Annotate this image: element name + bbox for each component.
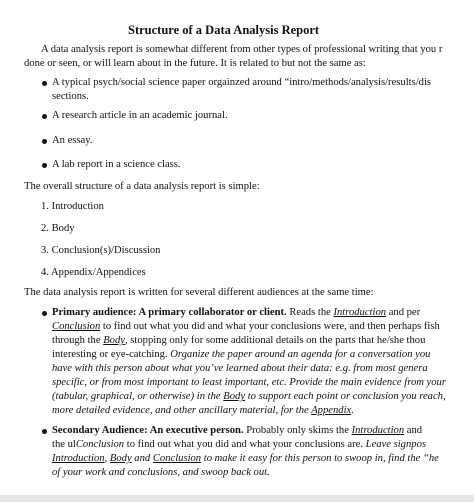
primary-text: through the [52, 335, 104, 346]
primary-italic-text: to support each point or conclusion you reach, [245, 391, 446, 402]
primary-italic-text: Organize the paper around an agenda for a conversation you [170, 349, 431, 360]
secondary-line-4: of your work and conclusions, and swoop back out. [52, 467, 270, 478]
bullet-item-1-line-2: sections. [52, 91, 89, 102]
conclusion-ref: Conclusion [152, 453, 202, 464]
secondary-text: and [404, 425, 423, 436]
appendix-ref: Appendix [311, 405, 352, 416]
conclusion-ref: Conclusion [75, 439, 125, 450]
structure-intro: The overall structure of a data analysis report is simple: [24, 181, 260, 192]
audiences-intro: The data analysis report is written for several different audiences at the same time: [24, 287, 374, 298]
secondary-italic-text: Leave signpos [365, 439, 426, 450]
conclusion-ref: Conclusion [52, 321, 101, 332]
primary-line-1 [52, 306, 420, 320]
secondary-italic-text: and [131, 453, 153, 464]
secondary-line-3 [52, 452, 439, 466]
intro-line-2: done or seen, or will learn about in the future. It is related to but not the same as: [24, 58, 366, 69]
body-ref: Body [109, 453, 132, 464]
body-ref: Body [223, 391, 246, 402]
primary-text: Reads the [286, 307, 334, 318]
primary-text: interesting or eye-catching. [52, 349, 171, 360]
bullet-item-4: A lab report in a science class. [52, 159, 181, 170]
numbered-item-3: 3. Conclusion(s)/Discussion [41, 245, 161, 256]
introduction-ref: Introduction [333, 307, 387, 318]
primary-italic-text: . [351, 405, 354, 416]
numbered-item-4: 4. Appendix/Appendices [41, 267, 146, 278]
primary-line-6: specific, or from most important to least important, etc. Provide the main evidence from your [52, 377, 446, 388]
introduction-ref: Introduction [351, 425, 405, 436]
introduction-ref: Introduction [52, 453, 105, 464]
bullet-item-3: An essay. [52, 135, 93, 146]
secondary-audience-heading: Secondary Audience: An executive person. [52, 425, 244, 436]
intro-line-1: A data analysis report is somewhat different from other types of professional writing that you r [41, 44, 443, 55]
bullet-icon [42, 429, 47, 434]
primary-text: to find out what you did and what your conclusions were, and then perhaps fish [100, 321, 440, 332]
numbered-item-2: 2. Body [41, 223, 75, 234]
primary-italic-text: (tabular, graphical, or otherwise) in the [52, 391, 224, 402]
numbered-item-1: 1. Introduction [41, 201, 104, 212]
bullet-icon [42, 81, 47, 86]
primary-italic-text: more detailed evidence, and other ancillary material, for the [52, 405, 312, 416]
bullet-icon [42, 163, 47, 168]
secondary-italic-text: to make it easy for this person to swoop in, find the “he [201, 453, 439, 464]
primary-text: and per [386, 307, 421, 318]
document-title: Structure of a Data Analysis Report [128, 23, 320, 37]
secondary-line-2 [52, 438, 426, 452]
primary-line-4 [52, 348, 430, 362]
primary-text: , stopping only for some additional details on the parts that he/she thou [124, 335, 426, 346]
page-bottom-edge [0, 495, 474, 502]
bullet-icon [42, 311, 47, 316]
bullet-icon [42, 114, 47, 119]
primary-line-5: have with this person about what you’ve learned about their data: e.g. from most genera [52, 363, 428, 374]
bullet-item-2: A research article in an academic journal. [52, 110, 228, 121]
secondary-text: Probably only skims the [243, 425, 352, 436]
primary-audience-heading: Primary audience: A primary collaborator or client. [52, 307, 287, 318]
secondary-text: the ul [52, 439, 76, 450]
secondary-line-1 [52, 424, 422, 438]
primary-line-3 [52, 334, 425, 348]
secondary-italic-text: , [104, 453, 110, 464]
primary-line-8 [52, 404, 354, 418]
bullet-item-1-line-1: A typical psych/social science paper orgainzed around “intro/methods/analysis/results/dis [52, 77, 432, 88]
primary-line-7 [52, 390, 446, 404]
primary-line-2 [52, 320, 440, 334]
bullet-icon [42, 139, 47, 144]
secondary-text: to find out what you did and what your conclusions are. [124, 439, 366, 450]
body-ref: Body [103, 335, 125, 346]
